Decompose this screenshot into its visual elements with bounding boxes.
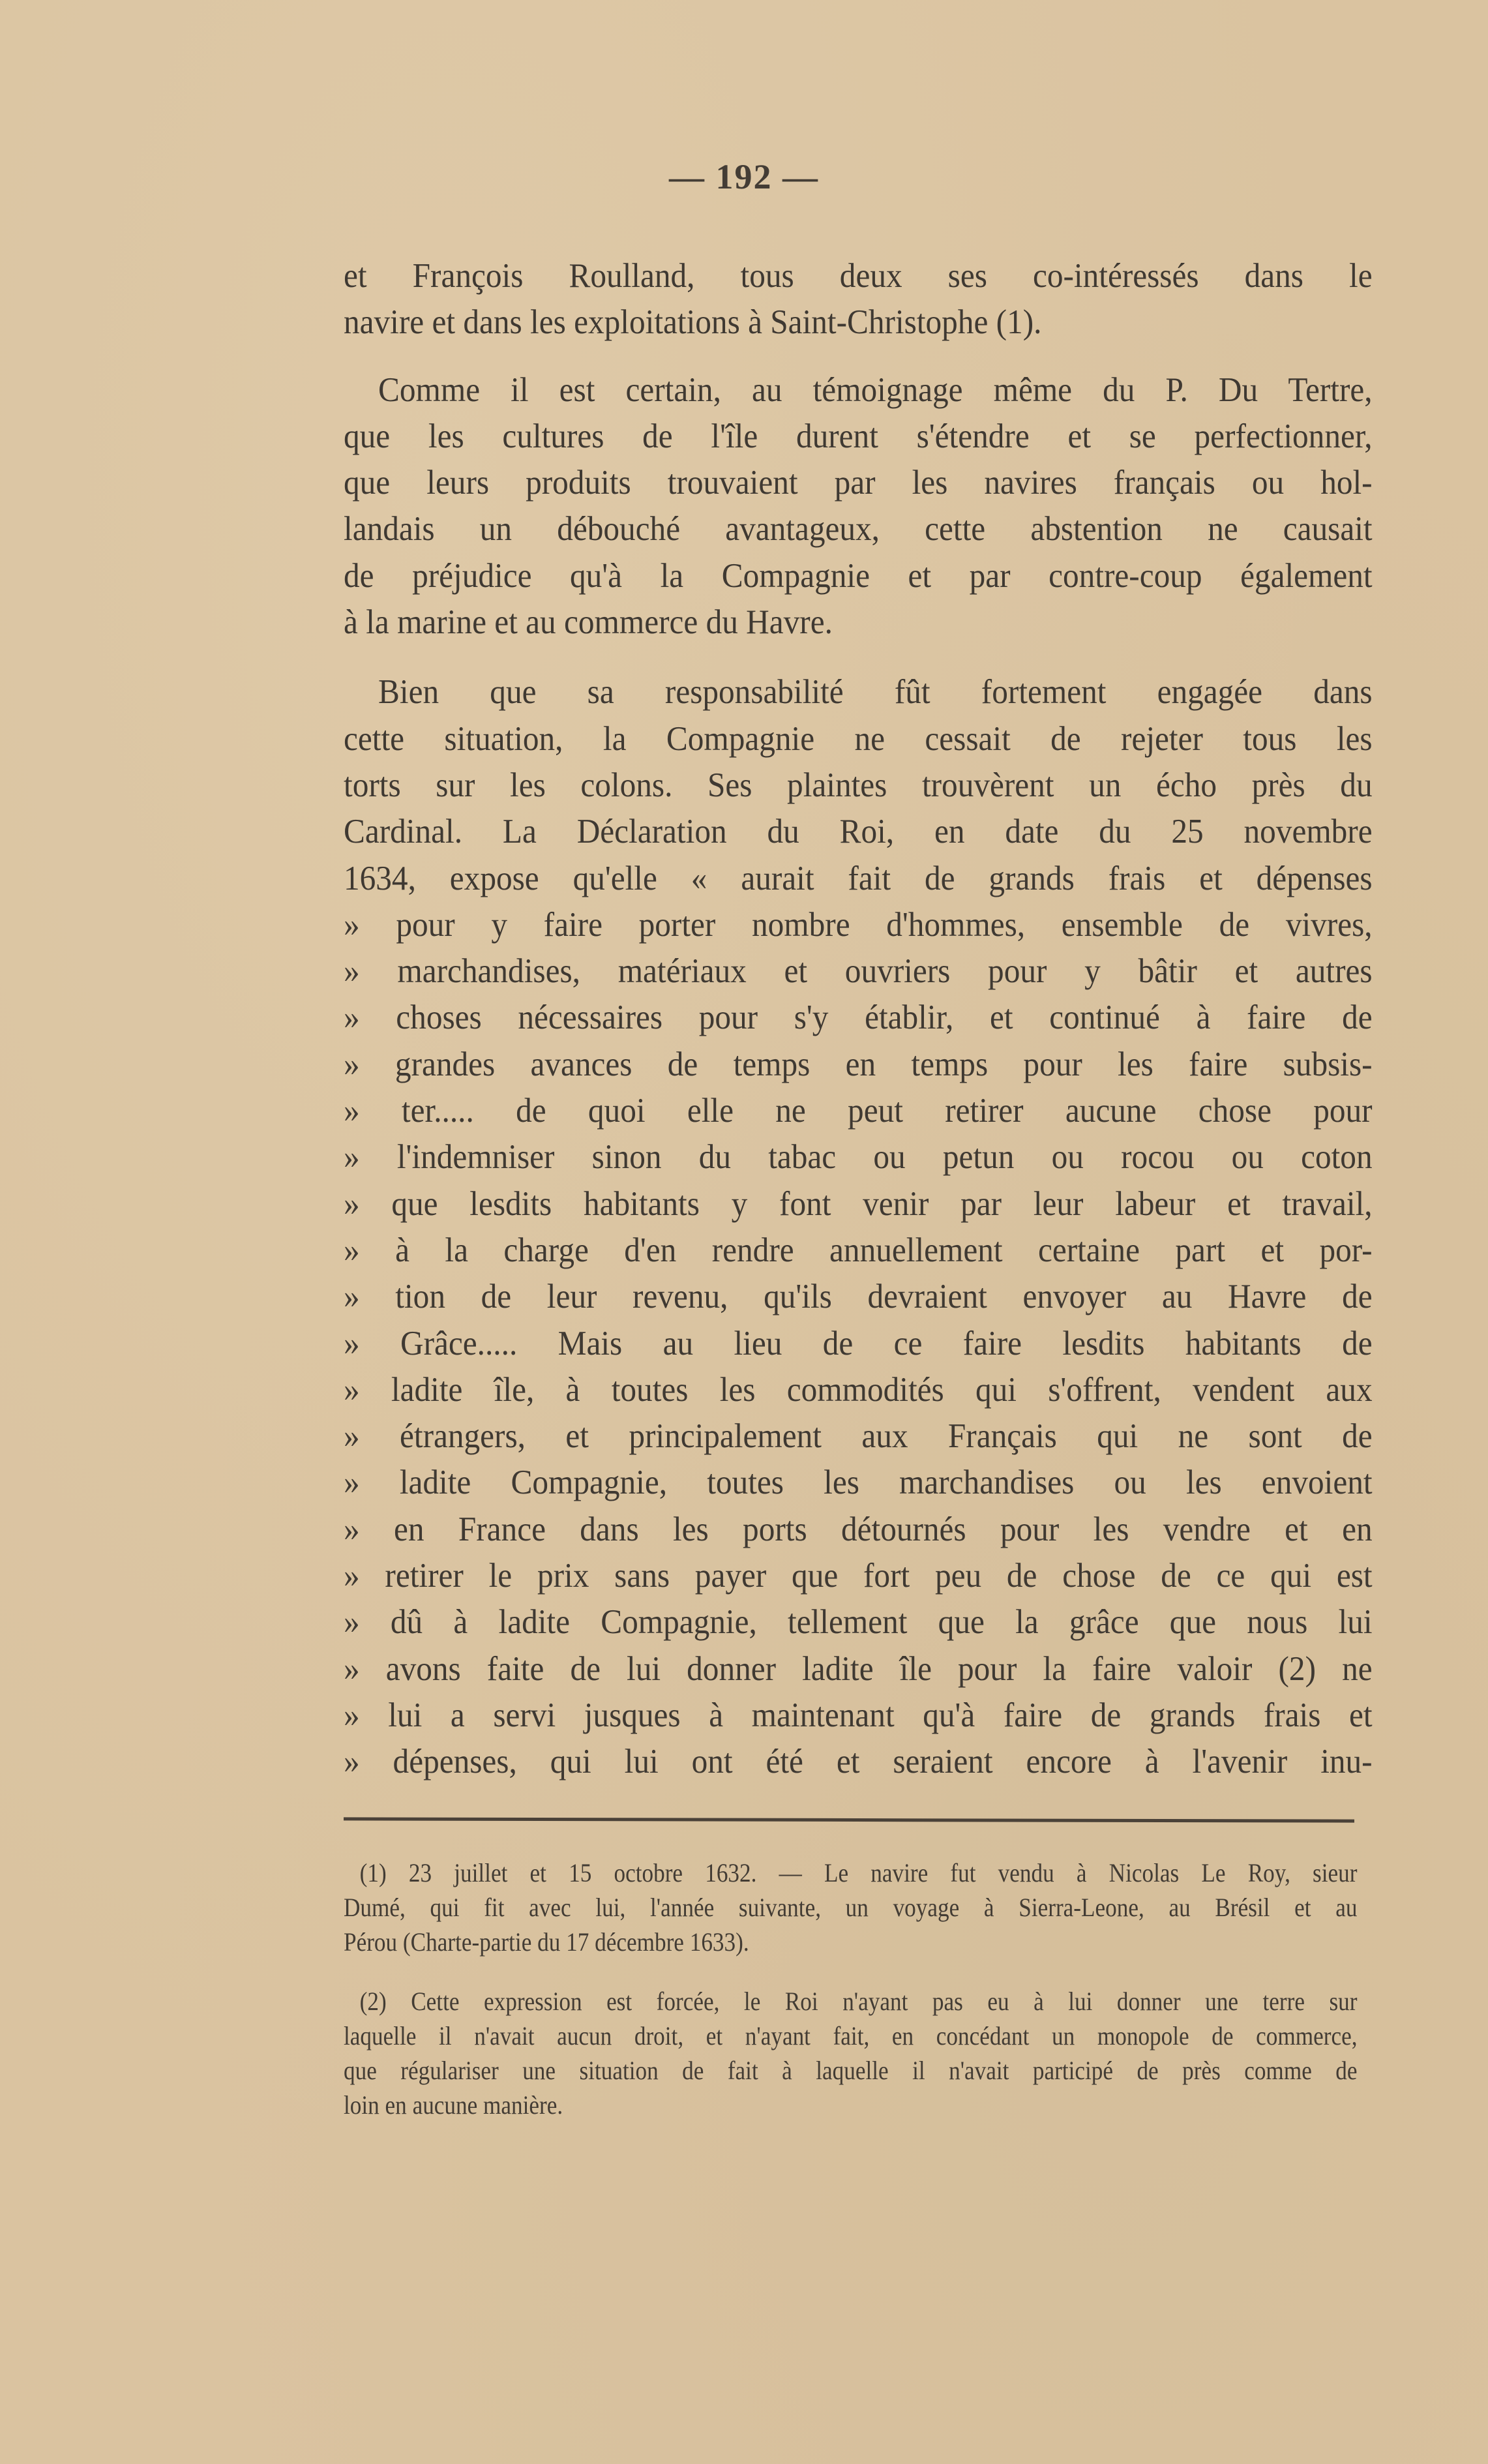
quote-line: » l'indemniser sinon du tabac ou petun ou rocou ou coton (344, 1138, 1373, 1177)
quote-line: » avons faite de lui donner ladite île pour la faire valoir (2) ne (344, 1649, 1373, 1688)
paragraph (344, 367, 1373, 646)
footnote-2 (344, 1984, 1358, 2122)
quote-line: » que lesdits habitants y font venir par leur labeur et travail, (344, 1184, 1373, 1223)
body-text (344, 253, 1373, 1786)
quote-line: » lui a servi jusques à maintenant qu'à faire de grands frais et (344, 1696, 1373, 1734)
quote-line: » pour y faire porter nombre d'hommes, ensemble de vivres, (344, 905, 1373, 944)
quote-line: » ladite île, à toutes les commodités qui s'offrent, vendent aux (344, 1370, 1373, 1409)
quote-line: » étrangers, et principalement aux Français qui ne sont de (344, 1417, 1373, 1456)
footnote-line: loin en aucune manière. (344, 2090, 563, 2120)
text-line: 1634, expose qu'elle « aurait fait de grands frais et dépenses (344, 859, 1373, 897)
page-number: — 192 — (669, 157, 819, 196)
footnotes (344, 1856, 1358, 2122)
text-line: Comme il est certain, au témoignage même du P. Du Tertre, (378, 370, 1373, 409)
footnote-line: (2) Cette expression est forcée, le Roi n'ayant pas eu à lui donner une terre sur (359, 1987, 1358, 2016)
quote-line: » dû à ladite Compagnie, tellement que la grâce que nous lui (344, 1603, 1373, 1642)
text-line: landais un débouché avantageux, cette abstention ne causait (344, 510, 1373, 548)
footnote-1 (344, 1856, 1358, 1959)
text-line: navire et dans les exploitations à Saint-Christophe (1). (344, 303, 1042, 342)
text-line: et François Roulland, tous deux ses co-intéressés dans le (344, 257, 1373, 295)
paragraph (344, 253, 1373, 346)
quote-line: » dépenses, qui lui ont été et seraient encore à l'avenir inu- (344, 1743, 1373, 1781)
quote-line: » tion de leur revenu, qu'ils devraient envoyer au Havre de (344, 1278, 1373, 1316)
text-line: Bien que sa responsabilité fût fortement engagée dans (378, 673, 1373, 712)
text-line: Cardinal. La Déclaration du Roi, en date du 25 novembre (344, 813, 1373, 851)
footnote-line: Pérou (Charte-partie du 17 décembre 1633). (344, 1927, 749, 1957)
text-line: de préjudice qu'à la Compagnie et par contre-coup également (344, 556, 1373, 595)
footnote-line: Dumé, qui fit avec lui, l'année suivante, un voyage à Sierra-Leone, au Brésil et au (344, 1893, 1358, 1922)
quote-line: » choses nécessaires pour s'y établir, et continué à faire de (344, 999, 1373, 1037)
footnote-line: que régulariser une situation de fait à laquelle il n'avait participé de près comme de (344, 2056, 1358, 2085)
text-line: à la marine et au commerce du Havre. (344, 603, 833, 642)
quote-line: » ter..... de quoi elle ne peut retirer aucune chose pour (344, 1092, 1373, 1130)
quote-line: » en France dans les ports détournés pour les vendre et en (344, 1510, 1373, 1548)
footnote-line: laquelle il n'avait aucun droit, et n'ayant fait, en concédant un monopole de commerce, (344, 2021, 1358, 2051)
text-line: torts sur les colons. Ses plaintes trouvèrent un écho près du (344, 766, 1373, 804)
quote-line: » retirer le prix sans payer que fort peu de chose de ce qui est (344, 1557, 1373, 1595)
text-line: que les cultures de l'île durent s'étendre et se perfectionner, (344, 417, 1373, 455)
paragraph (344, 669, 1373, 1785)
text-line: cette situation, la Compagnie ne cessait de rejeter tous les (344, 719, 1373, 758)
quote-line: » ladite Compagnie, toutes les marchandises ou les envoient (344, 1464, 1373, 1502)
quote-line: » grandes avances de temps en temps pour les faire subsis- (344, 1045, 1373, 1083)
quote-line: » à la charge d'en rendre annuellement certaine part et por- (344, 1231, 1373, 1269)
footnote-separator (344, 1817, 1354, 1822)
text-line: que leurs produits trouvaient par les navires français ou hol- (344, 464, 1373, 502)
footnote-line: (1) 23 juillet et 15 octobre 1632. — Le navire fut vendu à Nicolas Le Roy, sieur (359, 1858, 1358, 1887)
quote-line: » marchandises, matériaux et ouvriers pour y bâtir et autres (344, 952, 1373, 991)
quote-line: » Grâce..... Mais au lieu de ce faire lesdits habitants de (344, 1324, 1373, 1362)
